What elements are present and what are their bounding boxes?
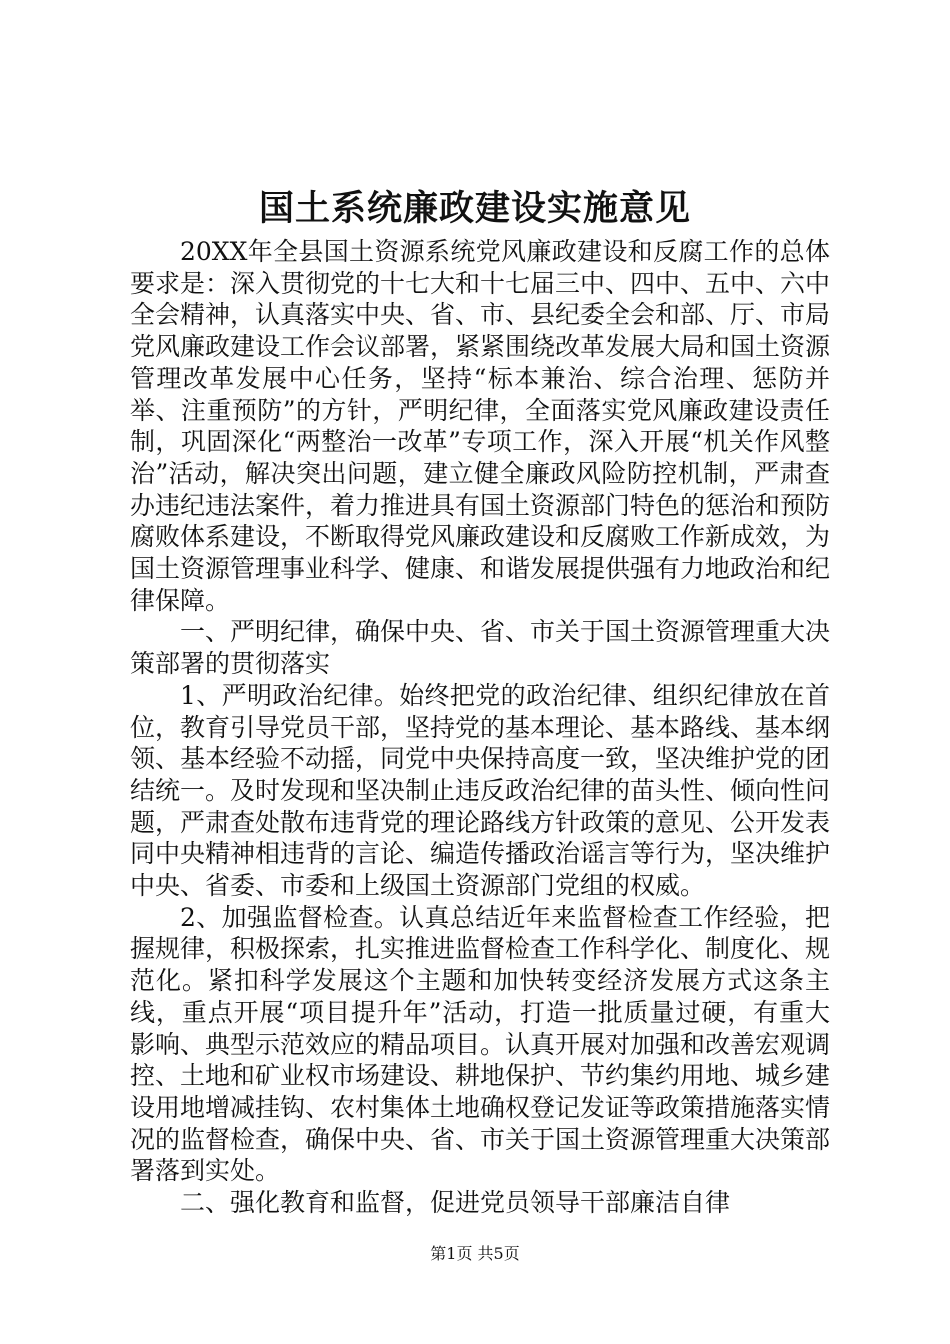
document-body xyxy=(130,236,830,1219)
document-title: 国土系统廉政建设实施意见 xyxy=(258,188,691,229)
paragraph-intro: 20XX年全县国土资源系统党风廉政建设和反腐工作的总体要求是：深入贯彻党的十七大和十七届三中、四中、五中、六中全会精神，认真落实中央、省、市、县纪委全会和部、厅、市局党风廉政建设工作会议部署，紧紧围绕改革发展大局和国土资源管理改革发展中心任务，坚持“标本兼治、综合治理、惩防并举、注重预防”的方针，严明纪律，全面落实党风廉政建设责任制，巩固深化“两整治一改革”专项工作，深入开展“机关作风整治”活动，解决突出问题，建立健全廉政风险防控机制，严肃查办违纪违法案件，着力推进具有国土资源部门特色的惩治和预防腐败体系建设，不断取得党风廉政建设和反腐败工作新成效，为国土资源管理事业科学、健康、和谐发展提供强有力地政治和纪律保障。 xyxy=(130,237,831,615)
section-heading-1: 一、严明纪律，确保中央、省、市关于国土资源管理重大决策部署的贯彻落实 xyxy=(130,617,831,679)
paragraph-item-2: 2、加强监督检查。认真总结近年来监督检查工作经验，把握规律，积极探索，扎实推进监督检查工作科学化、制度化、规范化。紧扣科学发展这个主题和加快转变经济发展方式这条主线，重点开展“项目提升年”活动，打造一批质量过硬，有重大影响、典型示范效应的精品项目。认真开展对加强和改善宏观调控、土地和矿业权市场建设、耕地保护、节约集约用地、城乡建设用地增减挂钩、农村集体土地确权登记发证等政策措施落实情况的监督检查，确保中央、省、市关于国土资源管理重大决策部署落到实处。 xyxy=(130,902,831,1186)
section-heading-2: 二、强化教育和监督，促进党员领导干部廉洁自律 xyxy=(180,1188,731,1218)
page-indicator: 第1页 共5页 xyxy=(430,1244,520,1263)
paragraph-item-1: 1、严明政治纪律。始终把党的政治纪律、组织纪律放在首位，教育引导党员干部，坚持党的基本理论、基本路线、基本纲领、基本经验不动摇，同党中央保持高度一致，坚决维护党的团结统一。及时发现和坚决制止违反政治纪律的苗头性、倾向性问题，严肃查处散布违背党的理论路线方针政策的意见、公开发表同中央精神相违背的言论、编造传播政治谣言等行为，坚决维护中央、省委、市委和上级国土资源部门党组的权威。 xyxy=(130,680,831,901)
